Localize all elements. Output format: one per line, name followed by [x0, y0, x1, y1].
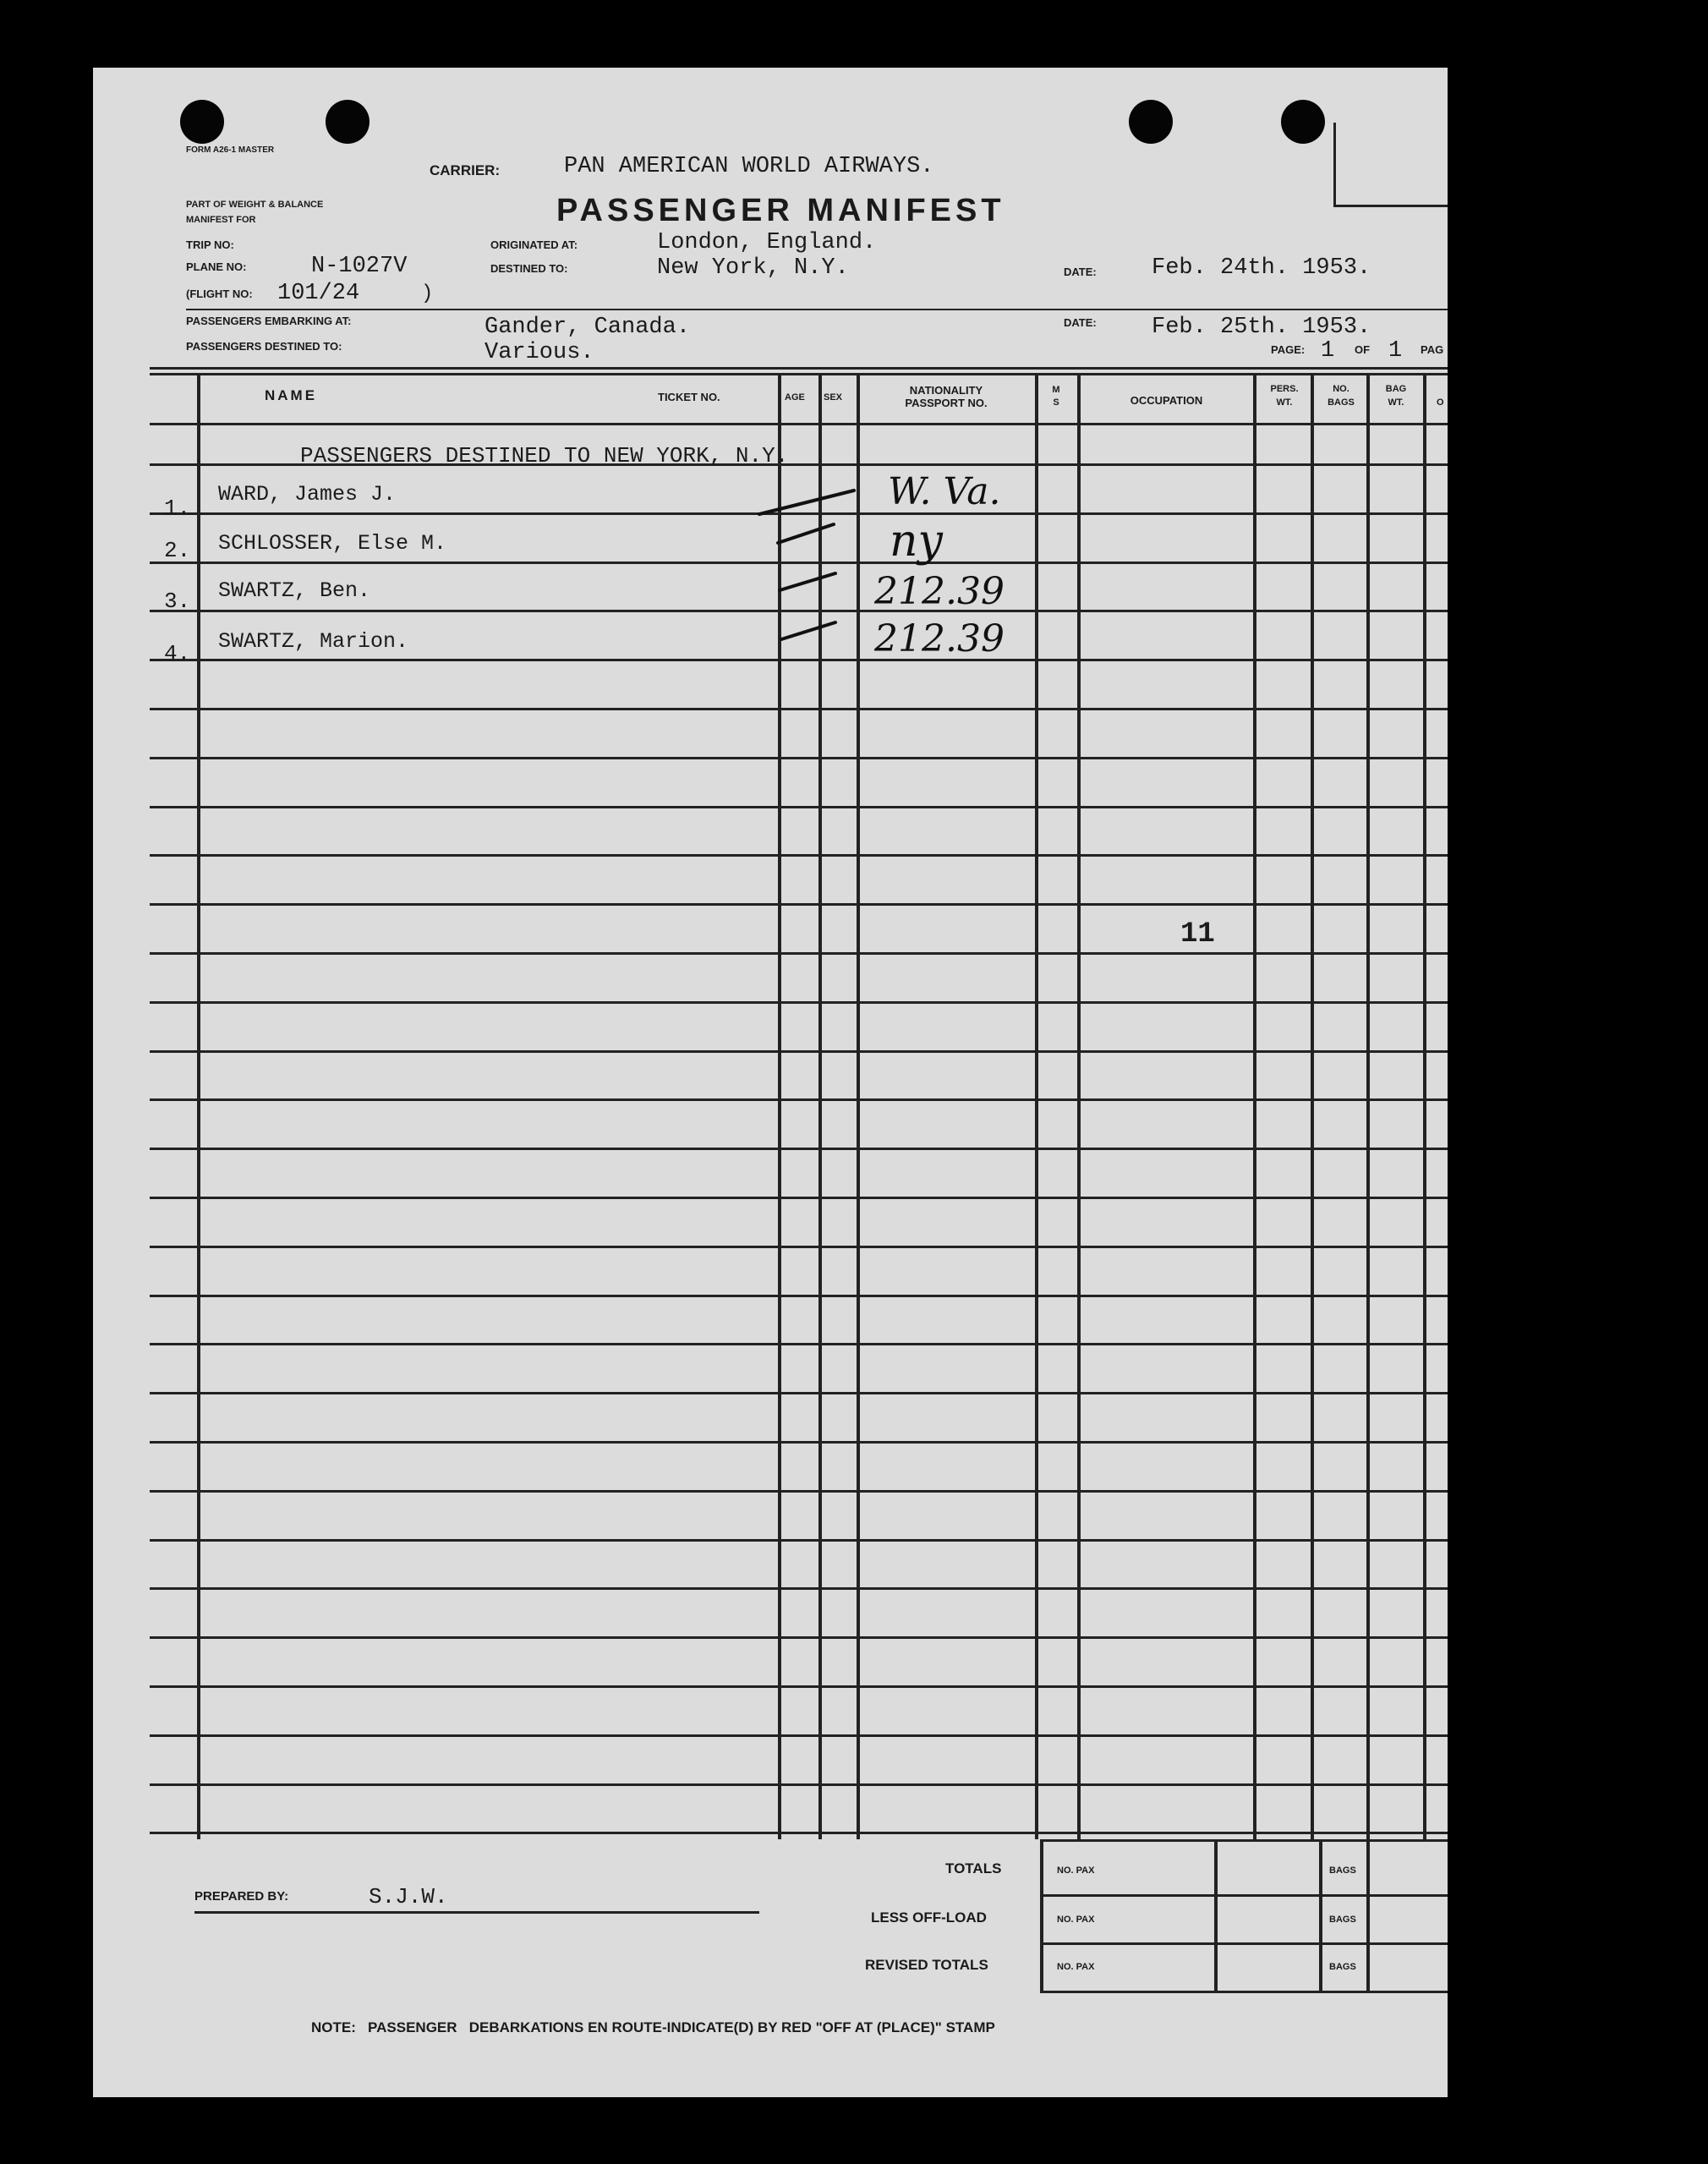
col-nationality-line1: NATIONALITY: [909, 384, 983, 397]
row-number-2: 2.: [164, 538, 191, 563]
flight-no-value: 101/24: [277, 281, 360, 306]
table-row-rule: [150, 1050, 1448, 1053]
passenger-handwritten-4: 212.39: [874, 617, 1005, 660]
table-column-divider: [1253, 373, 1256, 1839]
passenger-name-2: SCHLOSSER, Else M.: [218, 531, 447, 556]
table-row-rule: [150, 1392, 1448, 1394]
date-value-1: Feb. 24th. 1953.: [1152, 255, 1371, 281]
col-age: AGE: [785, 392, 805, 403]
pax-destined-value: Various.: [484, 340, 594, 365]
col-no-bags: [1315, 382, 1367, 409]
page-value: 1: [1321, 338, 1335, 364]
col-ms-line1: M: [1052, 385, 1060, 395]
totals-row-rule: [1040, 1894, 1448, 1897]
table-row-rule: [150, 1636, 1448, 1639]
punch-hole-center: [326, 100, 370, 144]
corner-box-left: [1333, 123, 1336, 207]
punch-hole-far-right: [1281, 100, 1325, 144]
revised-bags: BAGS: [1329, 1962, 1356, 1972]
table-row-rule: [150, 1001, 1448, 1004]
row-number-3: 3.: [164, 589, 191, 614]
col-nationality-line2: PASSPORT NO.: [905, 397, 988, 409]
col-ticket: TICKET NO.: [658, 391, 720, 403]
col-bag-wt-line2: WT.: [1388, 397, 1404, 408]
manifest-for-label: MANIFEST FOR: [186, 215, 256, 225]
col-extra: O: [1437, 397, 1444, 408]
totals-top-rule: [1040, 1839, 1448, 1842]
table-row-rule: [150, 1587, 1448, 1590]
trip-no-label: TRIP NO:: [186, 238, 234, 251]
flight-no-label: (FLIGHT NO:: [186, 288, 253, 300]
col-sex: SEX: [824, 392, 843, 403]
form-title: PASSENGER MANIFEST: [556, 193, 1005, 228]
corner-box-bottom: [1333, 205, 1448, 207]
table-row-rule: [150, 1832, 1448, 1834]
table-row-rule: [150, 1539, 1448, 1542]
totals-divider: [1214, 1839, 1218, 1991]
row-number-1: 1.: [164, 496, 191, 521]
table-row-rule: [150, 1295, 1448, 1297]
table-row-rule: [150, 1685, 1448, 1688]
header-rule: [186, 309, 1448, 310]
table-top-rule-1: [150, 367, 1448, 370]
embarking-label: PASSENGERS EMBARKING AT:: [186, 315, 352, 327]
page-label: PAGE:: [1271, 343, 1306, 356]
less-no-pax: NO. PAX: [1057, 1915, 1095, 1925]
date-value-2: Feb. 25th. 1953.: [1152, 315, 1371, 340]
col-occupation: OCCUPATION: [1130, 394, 1203, 407]
table-column-divider: [1366, 373, 1370, 1839]
flight-no-close: ): [421, 282, 434, 305]
pen-check-marks: [753, 474, 955, 677]
date-label-2: DATE:: [1064, 316, 1097, 329]
passenger-name-1: WARD, James J.: [218, 482, 397, 507]
prepared-by-label: PREPARED BY:: [194, 1889, 289, 1904]
passenger-handwritten-2: ny: [890, 516, 943, 567]
embarking-value: Gander, Canada.: [484, 315, 691, 340]
of-label: OF: [1355, 343, 1371, 356]
col-no-bags-line1: NO.: [1333, 384, 1349, 394]
plane-no-value: N-1027V: [311, 254, 408, 279]
table-row-rule: [150, 1343, 1448, 1345]
col-ms-line2: S: [1053, 397, 1059, 408]
table-row-rule: [150, 1783, 1448, 1786]
table-row-rule: [150, 1246, 1448, 1248]
passenger-name-4: SWARTZ, Marion.: [218, 629, 409, 654]
table-row-rule: [150, 1441, 1448, 1444]
margin-note: 11: [1180, 918, 1215, 951]
table-column-divider: [197, 373, 200, 1839]
table-column-divider: [1077, 373, 1081, 1839]
totals-divider: [1319, 1839, 1322, 1991]
punch-hole-right: [1129, 100, 1173, 144]
table-row-rule: [150, 903, 1448, 906]
carrier-value: PAN AMERICAN WORLD AIRWAYS.: [564, 154, 934, 179]
manifest-sheet: [93, 68, 1448, 2097]
col-nationality: [858, 384, 1034, 409]
passenger-handwritten-3: 212.39: [874, 570, 1005, 613]
of-value: 1: [1388, 338, 1403, 364]
col-pers-wt-line1: PERS.: [1270, 384, 1299, 394]
less-bags: BAGS: [1329, 1915, 1356, 1925]
totals-label: TOTALS: [945, 1860, 1002, 1876]
col-name: NAME: [265, 387, 318, 403]
punch-hole-left: [180, 100, 224, 144]
col-pers-wt: [1256, 382, 1312, 409]
passenger-name-3: SWARTZ, Ben.: [218, 578, 371, 603]
less-off-load-label: LESS OFF-LOAD: [871, 1909, 987, 1926]
prepared-by-value: S.J.W.: [369, 1884, 448, 1909]
table-row-rule: [150, 952, 1448, 955]
date-label-1: DATE:: [1064, 266, 1097, 278]
form-number: FORM A26-1 MASTER: [186, 145, 275, 155]
totals-divider: [1366, 1839, 1370, 1991]
revised-no-pax: NO. PAX: [1057, 1962, 1095, 1972]
col-pers-wt-line2: WT.: [1276, 397, 1293, 408]
table-row-rule: [150, 1197, 1448, 1199]
totals-row-rule: [1040, 1942, 1448, 1945]
destined-value: New York, N.Y.: [657, 255, 849, 281]
revised-totals-label: REVISED TOTALS: [865, 1957, 988, 1973]
col-no-bags-line2: BAGS: [1328, 397, 1355, 408]
table-row-rule: [150, 1148, 1448, 1150]
totals-no-pax: NO. PAX: [1057, 1865, 1095, 1876]
pax-destined-label: PASSENGERS DESTINED TO:: [186, 340, 342, 353]
table-column-divider: [1035, 373, 1038, 1839]
totals-divider: [1040, 1839, 1043, 1991]
carrier-label: CARRIER:: [430, 162, 501, 178]
table-column-divider: [1423, 373, 1426, 1839]
table-row-rule: [150, 1734, 1448, 1737]
table-column-divider: [1311, 373, 1314, 1839]
footer-note: NOTE: PASSENGER DEBARKATIONS EN ROUTE-INDICATE(D) BY RED "OFF AT (PLACE)" STAMP: [311, 2019, 995, 2035]
destined-label: DESTINED TO:: [490, 262, 568, 275]
pag-label: PAG: [1421, 343, 1444, 356]
table-row-rule: [150, 854, 1448, 857]
col-ms: [1037, 384, 1076, 409]
part-of-label: PART OF WEIGHT & BALANCE: [186, 200, 324, 210]
table-header-rule: [150, 423, 1448, 425]
col-bag-wt: [1370, 382, 1422, 409]
table-row-rule: [150, 1490, 1448, 1493]
section-heading: PASSENGERS DESTINED TO NEW YORK, N.Y.: [300, 443, 789, 468]
originated-value: London, England.: [657, 230, 877, 255]
table-row-rule: [150, 1098, 1448, 1101]
row-number-4: 4.: [164, 641, 191, 666]
plane-no-label: PLANE NO:: [186, 260, 247, 273]
col-bag-wt-line1: BAG: [1385, 384, 1407, 394]
table-row-rule: [150, 708, 1448, 710]
totals-bottom-rule: [1040, 1991, 1448, 1993]
totals-bags: BAGS: [1329, 1865, 1356, 1876]
table-row-rule: [150, 806, 1448, 808]
prepared-by-rule: [194, 1911, 759, 1914]
table-row-rule: [150, 757, 1448, 759]
passenger-handwritten-1: W. Va.: [888, 470, 1001, 513]
originated-label: ORIGINATED AT:: [490, 238, 578, 251]
